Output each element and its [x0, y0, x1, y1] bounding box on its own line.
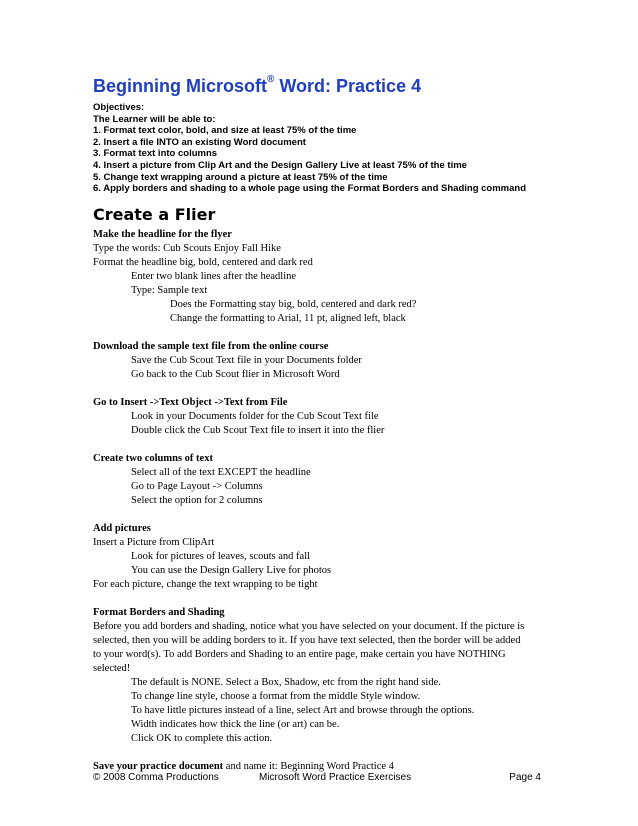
objective-item: 2. Insert a file INTO an existing Word document	[93, 136, 306, 148]
objective-item: 3. Format text into columns	[93, 148, 218, 160]
borders-step: To have little pictures instead of a line, select Art and browse through the options.	[131, 705, 475, 716]
instructions-body	[93, 228, 524, 774]
download-step: Go back to the Cub Scout flier in Microsoft Word	[131, 369, 340, 380]
objective-item: 6. Apply borders and shading to a whole page using the Format Borders and Shading command	[93, 183, 527, 195]
objectives-list	[93, 102, 526, 195]
borders-step: Click OK to complete this action.	[131, 733, 273, 744]
download-section-title: Download the sample text file from the online course	[93, 341, 329, 352]
columns-step: Select all of the text EXCEPT the headline	[131, 467, 311, 478]
pictures-step: For each picture, change the text wrapping to be tight	[93, 579, 318, 590]
borders-paragraph: to your word(s). To add Borders and Shading to an entire page, make certain you have NOTHING	[93, 649, 506, 660]
document-title	[93, 76, 421, 97]
objectives-heading: Objectives:	[93, 102, 145, 113]
headline-step: Type the words: Cub Scouts Enjoy Fall Hike	[93, 243, 281, 254]
objective-item: 5. Change text wrapping around a picture at least 75% of the time	[93, 171, 388, 183]
title-text-end: Word: Practice 4	[274, 76, 422, 96]
borders-paragraph: selected!	[93, 663, 131, 674]
footer-copyright: © 2008 Comma Productions	[93, 772, 219, 783]
page-footer	[93, 772, 541, 786]
columns-step: Select the option for 2 columns	[131, 495, 263, 506]
insert-step: Look in your Documents folder for the Cub Scout Text file	[131, 411, 379, 422]
footer-page-number: Page 4	[509, 772, 541, 783]
borders-paragraph: Before you add borders and shading, notice what you have selected on your document. If the picture is	[93, 621, 525, 632]
headline-step: Change the formatting to Arial, 11 pt, aligned left, black	[170, 313, 406, 324]
download-step: Save the Cub Scout Text file in your Documents folder	[131, 355, 362, 366]
pictures-step: Look for pictures of leaves, scouts and fall	[131, 551, 311, 562]
columns-step: Go to Page Layout -> Columns	[131, 481, 263, 492]
objectives-intro: The Learner will be able to:	[93, 113, 216, 125]
headline-step: Enter two blank lines after the headline	[131, 271, 297, 282]
borders-section-title: Format Borders and Shading	[93, 607, 225, 618]
borders-step: To change line style, choose a format from the middle Style window.	[131, 691, 421, 702]
insert-step: Double click the Cub Scout Text file to insert it into the flier	[131, 425, 385, 436]
borders-step: Width indicates how thick the line (or art) can be.	[131, 719, 340, 730]
section-heading: Create a Flier	[93, 205, 216, 224]
title-text: Beginning Microsoft	[93, 76, 267, 96]
pictures-step: Insert a Picture from ClipArt	[93, 537, 215, 548]
borders-step: The default is NONE. Select a Box, Shadow, etc from the right hand side.	[131, 677, 441, 688]
registered-mark: ®	[267, 74, 275, 85]
borders-paragraph: selected, then you will be adding borders to it. If you have text selected, then the border will be added	[93, 635, 521, 646]
pictures-section-title: Add pictures	[93, 523, 151, 534]
headline-step: Does the Formatting stay big, bold, centered and dark red?	[170, 299, 417, 310]
columns-section-title: Create two columns of text	[93, 453, 213, 464]
save-instruction-rest: and name it: Beginning Word Practice 4	[223, 761, 394, 772]
save-instruction-bold: Save your practice document	[93, 761, 224, 772]
footer-document-name: Microsoft Word Practice Exercises	[259, 772, 412, 783]
headline-step: Format the headline big, bold, centered and dark red	[93, 257, 313, 268]
objective-item: 1. Format text color, bold, and size at least 75% of the time	[93, 125, 357, 137]
headline-section-title: Make the headline for the flyer	[93, 229, 232, 240]
pictures-step: You can use the Design Gallery Live for photos	[131, 565, 332, 576]
headline-step: Type: Sample text	[131, 285, 208, 296]
insert-section-title: Go to Insert ->Text Object ->Text from File	[93, 397, 288, 408]
objective-item: 4. Insert a picture from Clip Art and the Design Gallery Live at least 75% of the time	[93, 159, 467, 171]
